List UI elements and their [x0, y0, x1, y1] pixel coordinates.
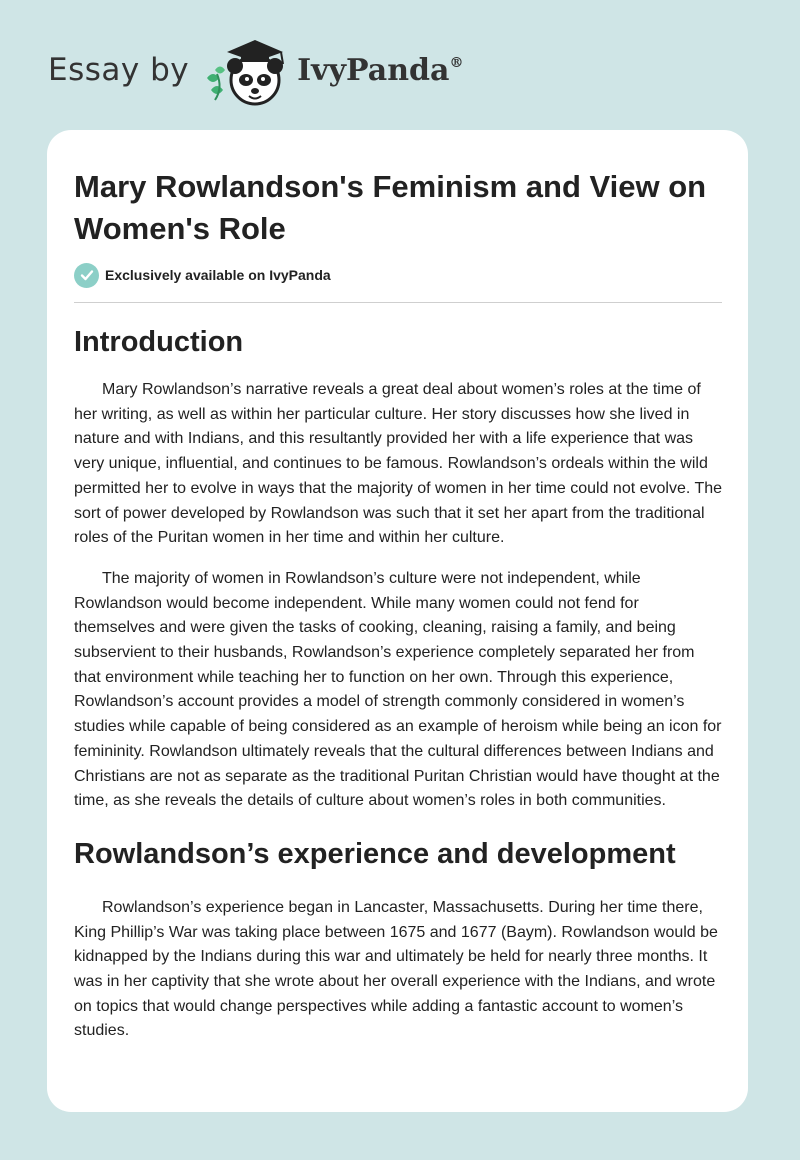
paragraph: The majority of women in Rowlandson’s culture were not independent, while Rowlandson would become independent. While many women could not fend for themselves and were given the tasks of cooking, cleaning, raising a family, and being subservient to their husbands, Rowlandson’s experience completely separated her from that environment while teaching her to function on her own. Through this experience, Rowlandson’s account provides a model of strength commonly considered in women’s studies while capable of being considered as an example of heroism while being an icon for femininity. Rowlandson ultimately reveals that the cultural differences between Indians and Christians are not as separate as the traditional Puritan Christian would have thought at the time, as she reveals the details of culture about women’s roles in both communities.: [74, 569, 722, 810]
brand-name[interactable]: IvyPanda®: [297, 52, 464, 88]
essay-by-label: Essay by: [48, 52, 190, 88]
exclusive-badge: [74, 260, 721, 290]
divider: [74, 302, 722, 303]
check-icon: [74, 263, 99, 288]
registered-mark: ®: [449, 54, 464, 71]
paragraph: Rowlandson’s experience began in Lancaster, Massachusetts. During her time there, King Phillip’s War was taking place between 1675 and 1677 (Baym). Rowlandson would be kidnapped by the Indians during this war and ultimately be held for nearly three months. It was in her captivity that she wrote about her overall experience with the Indians, and wrote on topics that would change perspectives while adding a fantastic account to women’s studies.: [74, 898, 718, 1040]
section-heading-introduction: Introduction: [74, 326, 244, 358]
panda-logo-icon[interactable]: [203, 30, 293, 110]
section-heading-experience: Rowlandson’s experience and development: [74, 837, 676, 870]
article-card: [47, 130, 748, 1112]
article-title: Mary Rowlandson's Feminism and View on Women's Role: [74, 169, 707, 246]
paragraph: Mary Rowlandson’s narrative reveals a great deal about women’s roles at the time of her writing, as well as within her particular culture. Her story discusses how she lived in nature and with Indians, and this resultantly provided her with a life experience that was very unique, influential, and continues to be famous. Rowlandson’s ordeals within the wild permitted her to evolve in ways that the majority of women in her time could not evolve. The sort of power developed by Rowlandson was such that it set her apart from the traditional roles of the Puritan women in her time and within her culture.: [74, 381, 723, 547]
exclusive-badge-label: Exclusively available on IvyPanda: [105, 267, 331, 283]
site-header: [48, 30, 463, 110]
